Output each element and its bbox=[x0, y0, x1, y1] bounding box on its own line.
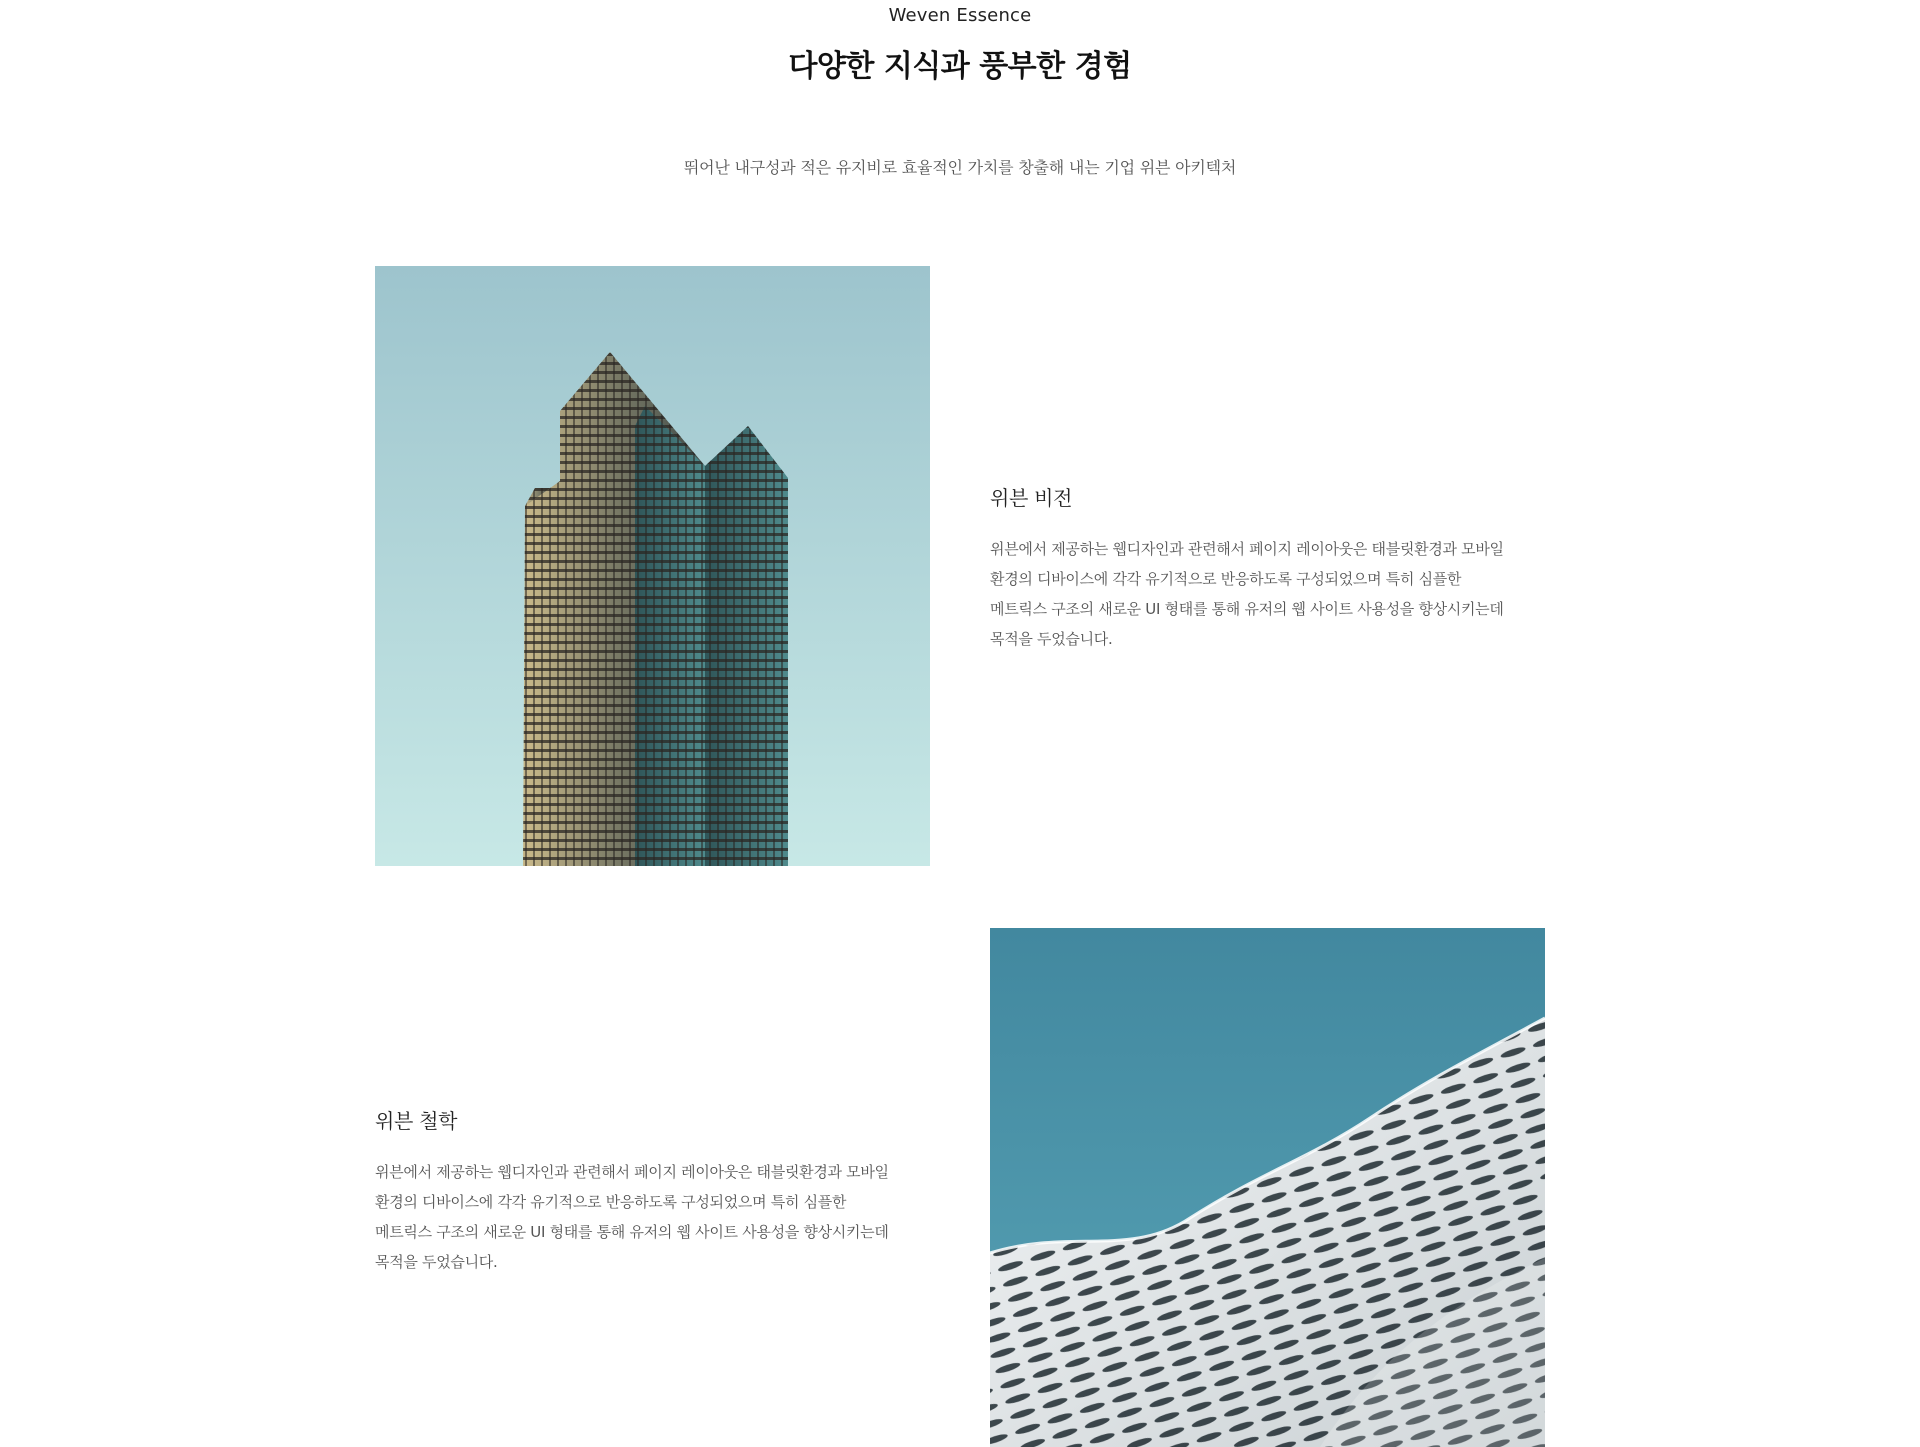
section-subtitle: 뛰어난 내구성과 적은 유지비로 효율적인 가치를 창출해 내는 기업 위븐 아키텍처 bbox=[683, 158, 1237, 177]
vision-title: 위븐 비전 bbox=[990, 486, 1073, 510]
philosophy-block bbox=[375, 1107, 895, 1277]
philosophy-body: 위븐에서 제공하는 웹디자인과 관련해서 페이지 레이아웃은 태블릿환경과 모바일 환경의 디바이스에 각각 유기적으로 반응하도록 구성되었으며 특히 심플한 메트릭스 구조의 새로운 UI 형태를 통해 유저의 웹 사이트 사용성을 향상시키는데 목적을 두었습니다. bbox=[375, 1163, 889, 1271]
section-eyebrow: Weven Essence bbox=[888, 5, 1032, 26]
vision-block bbox=[990, 484, 1510, 654]
section-title: 다양한 지식과 풍부한 경험 bbox=[788, 49, 1132, 84]
philosophy-title: 위븐 철학 bbox=[375, 1109, 458, 1133]
skyscraper-photo bbox=[375, 266, 930, 866]
woven-facade-photo bbox=[990, 928, 1545, 1447]
vision-body: 위븐에서 제공하는 웹디자인과 관련해서 페이지 레이아웃은 태블릿환경과 모바일 환경의 디바이스에 각각 유기적으로 반응하도록 구성되었으며 특히 심플한 메트릭스 구조의 새로운 UI 형태를 통해 유저의 웹 사이트 사용성을 향상시키는데 목적을 두었습니다. bbox=[990, 540, 1504, 648]
